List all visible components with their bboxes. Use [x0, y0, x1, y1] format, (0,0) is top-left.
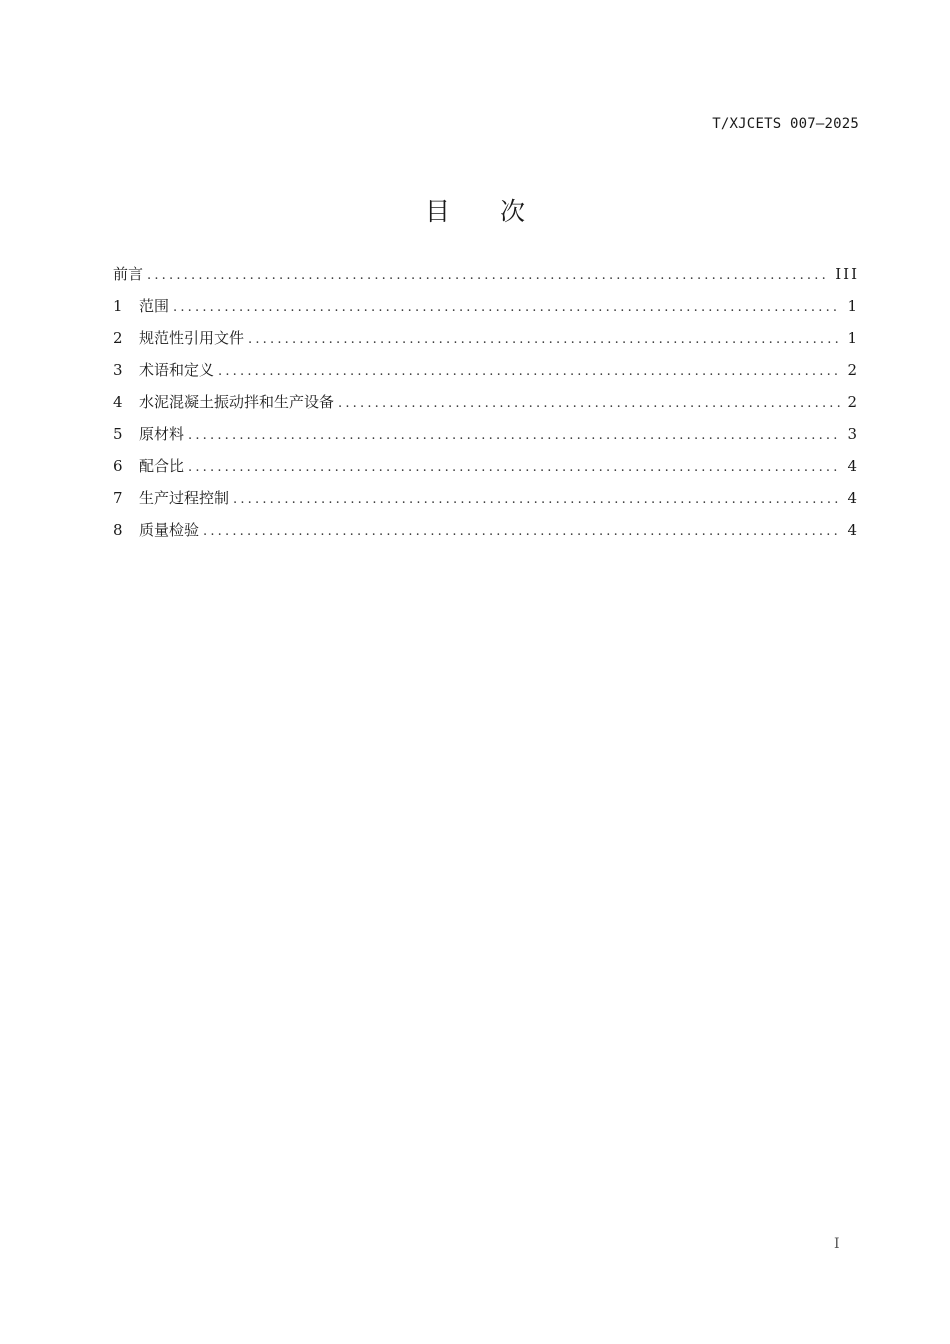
dot-leader	[338, 392, 841, 416]
toc-entry-number: 3	[113, 361, 123, 379]
page-number: I	[834, 1236, 840, 1252]
toc-entry-label: 范围	[139, 297, 170, 315]
toc-entry-page: 1	[847, 297, 859, 315]
dot-leader	[248, 328, 841, 352]
toc-entry-number: 2	[113, 329, 123, 347]
toc-entry-label: 原材料	[139, 425, 185, 443]
toc-entry-page: 4	[847, 489, 859, 507]
toc-entry-1[interactable]	[113, 294, 859, 326]
toc-entry-number: 6	[113, 457, 123, 475]
toc-entry-6[interactable]	[113, 454, 859, 486]
toc-entry-number: 5	[113, 425, 123, 443]
toc-entry-page: 3	[847, 425, 859, 443]
dot-leader	[233, 488, 841, 512]
dot-leader	[147, 264, 829, 288]
toc-entry-page: 4	[847, 521, 859, 539]
toc-entry-label: 质量检验	[139, 521, 200, 539]
dot-leader	[188, 456, 841, 480]
toc-entry-page: 1	[847, 329, 859, 347]
toc-entry-7[interactable]	[113, 486, 859, 518]
toc-entry-4[interactable]	[113, 390, 859, 422]
toc-entry-number: 8	[113, 521, 123, 539]
toc-entry-page: 2	[847, 393, 859, 411]
dot-leader	[218, 360, 841, 384]
table-of-contents	[113, 262, 859, 550]
toc-entry-number: 7	[113, 489, 123, 507]
toc-entry-label: 术语和定义	[139, 361, 215, 379]
toc-entry-label: 规范性引用文件	[139, 329, 245, 347]
toc-entry-number: 1	[113, 297, 123, 315]
toc-entry-label: 水泥混凝土振动拌和生产设备	[139, 393, 335, 411]
toc-entry-3[interactable]	[113, 358, 859, 390]
toc-entry-foreword[interactable]	[113, 262, 859, 294]
dot-leader	[173, 296, 841, 320]
dot-leader	[188, 424, 841, 448]
toc-entry-label: 生产过程控制	[139, 489, 230, 507]
toc-title: 目次	[424, 197, 575, 226]
toc-entry-number: 4	[113, 393, 123, 411]
toc-entry-page: 2	[847, 361, 859, 379]
document-code: T/XJCETS 007—2025	[712, 116, 859, 132]
toc-entry-label: 配合比	[139, 457, 185, 475]
dot-leader	[203, 520, 841, 544]
toc-entry-page: III	[835, 265, 859, 283]
toc-entry-2[interactable]	[113, 326, 859, 358]
toc-entry-5[interactable]	[113, 422, 859, 454]
toc-entry-label: 前言	[113, 265, 144, 283]
toc-entry-page: 4	[847, 457, 859, 475]
toc-entry-8[interactable]	[113, 518, 859, 550]
